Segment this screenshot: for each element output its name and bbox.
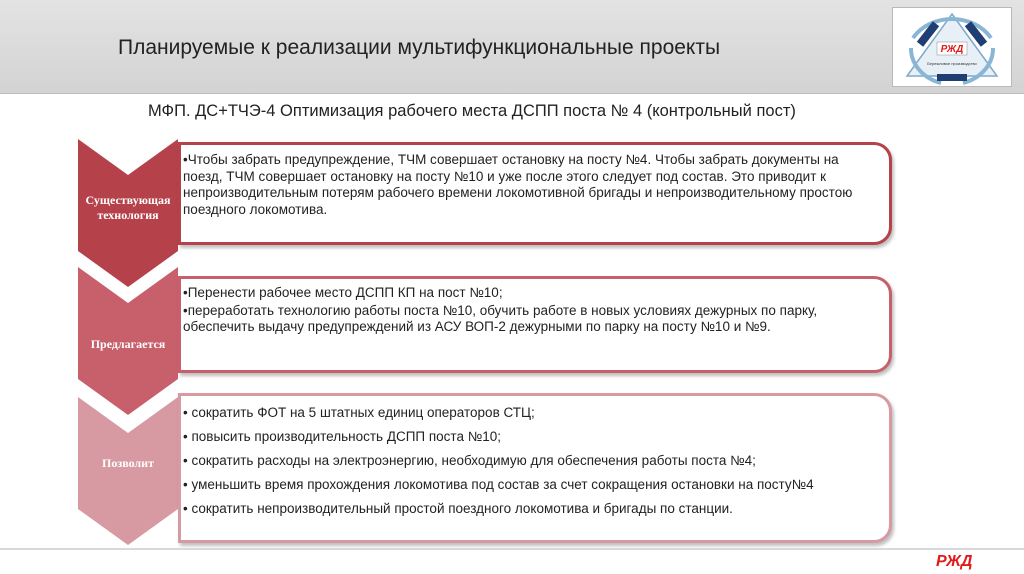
list-item: • уменьшить время прохождения локомотива под состав за счет сокращения остановки на посту№4 xyxy=(183,477,814,493)
list-item: • сократить непроизводительный простой поездного локомотива и бригады по станции. xyxy=(183,501,733,517)
list-item: •Чтобы забрать предупреждение, ТЧМ совершает остановку на посту №4. Чтобы забрать документы на поезд, ТЧМ совершает остановку на посту №10 и уже после этого следует под состав. Это приводит к непроизводительным потерям рабочего времени локомотивной бригады и непроизводительному простою поездного локомотива. xyxy=(183,152,853,217)
page-title: Планируемые к реализации мультифункциональные проекты xyxy=(118,36,721,59)
list-item: •Перенести рабочее место ДСПП КП на пост №10; xyxy=(183,285,503,300)
list-item: • сократить расходы на электроэнергию, необходимую для обеспечения работы поста №4; xyxy=(183,453,756,469)
header-divider xyxy=(0,93,1024,94)
proposed-text xyxy=(183,285,885,337)
lean-triangle-icon xyxy=(893,8,1011,86)
footer-divider xyxy=(0,548,1024,550)
list-item: •переработать технологию работы поста №10, обучить работе в новых условиях дежурных по парку, обеспечить выдачу предупреждений из АСУ ВОП-2 дежурными по парку на посту №10 и №9. xyxy=(183,302,818,335)
list-item: • сократить ФОТ на 5 штатных единиц операторов СТЦ; xyxy=(183,405,535,420)
rzd-footer-text: РЖД xyxy=(936,553,973,570)
project-subtitle: МФП. ДС+ТЧЭ-4 Оптимизация рабочего места ДСПП поста № 4 (контрольный пост) xyxy=(148,102,796,120)
list-item: • повысить производительность ДСПП поста №10; xyxy=(183,429,501,445)
lean-caption: Бережливое производство xyxy=(927,61,977,66)
label-will-allow: Позволит xyxy=(102,456,154,470)
existing-technology-text xyxy=(183,152,873,218)
will-allow-text xyxy=(183,405,873,525)
label-existing-technology: Существующая технология xyxy=(85,193,171,222)
lean-production-logo xyxy=(892,7,1012,87)
rzd-footer-logo xyxy=(932,549,988,571)
chevron-will-allow xyxy=(78,397,178,547)
rzd-logo-text: РЖД xyxy=(940,44,964,55)
label-proposed: Предлагается xyxy=(90,337,166,351)
